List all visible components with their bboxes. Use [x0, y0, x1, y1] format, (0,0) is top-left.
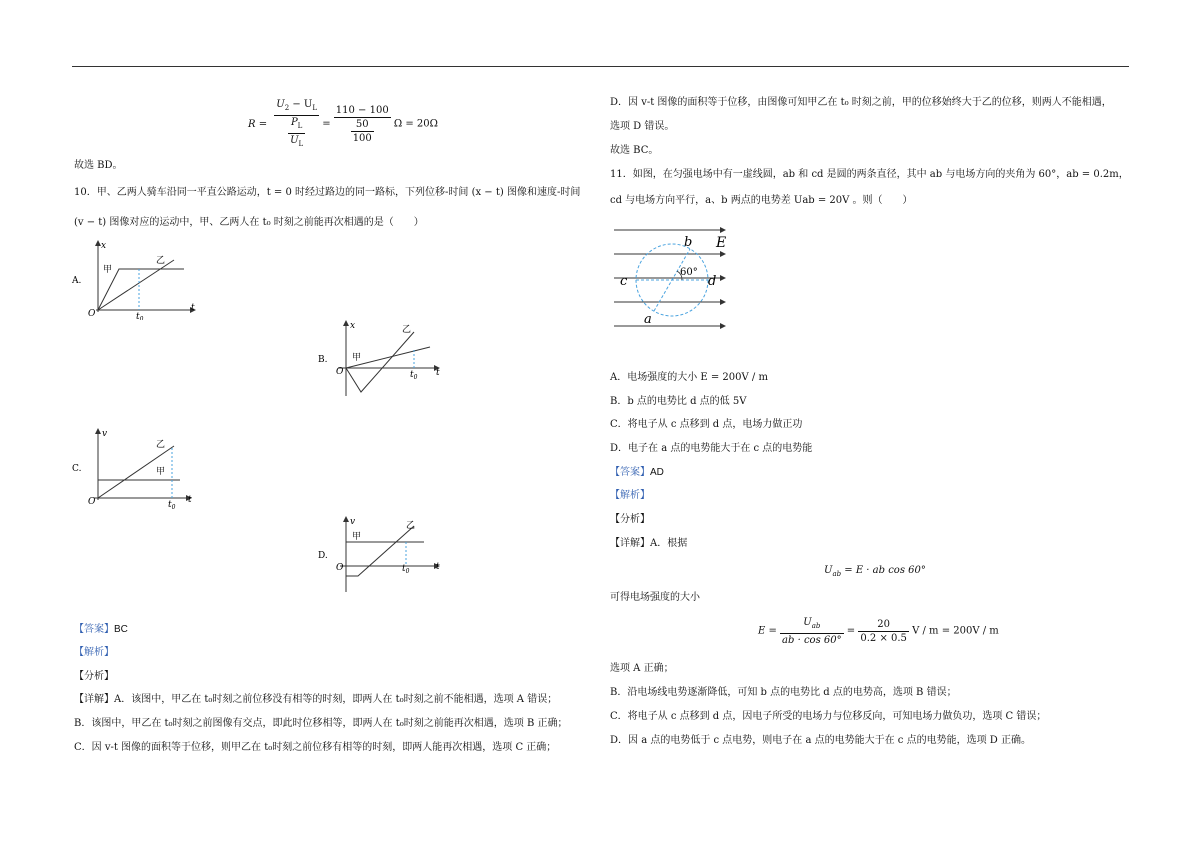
q11-opt-d: D．电子在 a 点的电势能大于在 c 点的电势能	[610, 443, 813, 454]
graph-a	[70, 238, 200, 320]
graph-c	[70, 424, 200, 512]
choice-9: 故选 BD。	[74, 160, 123, 171]
q10-line1: 10．甲、乙两人骑车沿同一平直公路运动，t = 0 时经过路边的同一路标，下列位移-时间 (x − t) 图像和速度-时间	[74, 187, 581, 198]
svg-text:乙: 乙	[156, 256, 166, 266]
detail-11-c: C．将电子从 c 点移到 d 点，因电子所受的电场力与位移反向，可知电场力做负功，选项 C 错误；	[610, 711, 1047, 722]
svg-text:x: x	[350, 321, 356, 331]
label-e: E	[716, 235, 727, 251]
svg-text:v: v	[102, 429, 108, 439]
svg-text:t0: $t_0$	[136, 312, 144, 320]
svg-text:O: O	[88, 497, 96, 507]
svg-text:甲: 甲	[352, 532, 362, 542]
q10-line2: (v − t) 图像对应的运动中，甲、乙两人在 t₀ 时刻之前能再次相遇的是（ ）	[74, 217, 424, 228]
field-figure	[610, 220, 740, 348]
answer-10: 【答案】BC	[74, 624, 128, 635]
detail-11-a: 【详解】A．根据	[610, 538, 688, 549]
formula-uab: $U_{ab} = E$ · ab cos 60°	[824, 565, 926, 578]
answer-11: 【答案】AD	[610, 467, 664, 478]
label-a: a	[644, 312, 652, 327]
svg-text:甲: 甲	[156, 467, 166, 477]
graph-d	[316, 512, 446, 596]
label-b: b	[684, 235, 693, 250]
keyou: 可得电场强度的大小	[610, 592, 700, 603]
detail-11-d: D．因 a 点的电势低于 c 点电势，则电子在 a 点的电势能大于在 c 点的电势能，选项 D 正确。	[610, 735, 1031, 746]
svg-text:O: O	[336, 563, 344, 573]
formula-e: E = $\frac{U_{ab}}{ab \cdot \cos 60^\circ}$ = $\frac{20}{0.2 \times 0.5}$ V / m = 200V / m	[758, 617, 999, 646]
choice-10: 故选 BC。	[610, 145, 659, 156]
svg-text:t: t	[191, 303, 195, 313]
opt-a-ok: 选项 A 正确；	[610, 663, 674, 674]
detail-10-d2: 选项 D 错误。	[610, 121, 675, 132]
analysis-11: 【解析】	[610, 490, 650, 501]
svg-text:乙: 乙	[406, 521, 416, 531]
detail-10-a: 【详解】A．该图中，甲乙在 t₀时刻之前位移没有相等的时刻，即两人在 t₀时刻之前不能相遇，选项 A 错误；	[74, 694, 558, 705]
q11-opt-b: B．b 点的电势比 d 点的低 5V	[610, 396, 747, 407]
svg-text:x: x	[101, 241, 107, 251]
line-jia	[98, 269, 184, 310]
svg-text:乙: 乙	[156, 440, 166, 450]
svg-text:t0: $t_0$	[168, 500, 176, 511]
svg-text:t: t	[436, 562, 440, 572]
fenxi-11: 【分析】	[610, 514, 650, 525]
label-d: d	[708, 274, 717, 289]
label-a: A.	[72, 276, 82, 286]
detail-10-d1: D．因 v-t 图像的面积等于位移，由图像可知甲乙在 t₀ 时刻之前，甲的位移始终大于乙的位移，则两人不能相遇，	[610, 97, 1112, 108]
svg-text:t: t	[188, 495, 192, 505]
svg-text:v: v	[350, 517, 356, 527]
detail-11-b: B．沿电场线电势逐渐降低，可知 b 点的电势比 d 点的电势高，选项 B 错误；	[610, 687, 957, 698]
q11-opt-c: C．将电子从 c 点移到 d 点，电场力做正功	[610, 419, 803, 430]
svg-text:D.: D.	[318, 551, 328, 561]
svg-text:O: O	[336, 367, 344, 377]
svg-text:B.: B.	[318, 355, 328, 365]
graph-b	[316, 316, 446, 400]
label-c: c	[620, 274, 628, 289]
q11-line2: cd 与电场方向平行，a、b 两点的电势差 Uab = 20V 。则（ ）	[610, 195, 913, 206]
svg-text:t: t	[436, 368, 440, 378]
svg-text:O: O	[88, 309, 96, 319]
label-angle: 60°	[680, 267, 698, 278]
svg-text:甲: 甲	[352, 353, 362, 363]
formula-r: R = $\frac{U_2 - U_L}{\frac{P_L}{U_L}}$ = $\frac{110 - 100}{\frac{50}{100}}$ Ω = 20Ω	[248, 99, 438, 148]
svg-text:甲: 甲	[103, 265, 113, 275]
q11-line1: 11．如图，在匀强电场中有一虚线圆，ab 和 cd 是圆的两条直径，其中 ab 与电场方向的夹角为 60°，ab = 0.2m，	[610, 169, 1129, 180]
detail-10-c: C．因 v-t 图像的面积等于位移，则甲乙在 t₀时刻之前位移有相等的时刻，即两人能再次相遇，选项 C 正确；	[74, 742, 557, 753]
q11-opt-a: A．电场强度的大小 E = 200V / m	[610, 372, 768, 383]
header-rule	[72, 66, 1129, 67]
detail-10-b: B．该图中，甲乙在 t₀时刻之前图像有交点，即此时位移相等，即两人在 t₀时刻之前能再次相遇，选项 B 正确；	[74, 718, 568, 729]
svg-text:C.: C.	[72, 464, 82, 474]
fenxi-10: 【分析】	[74, 671, 114, 682]
svg-text:t0: $t_0$	[402, 564, 410, 575]
svg-text:t0: $t_0$	[410, 370, 418, 381]
svg-text:乙: 乙	[402, 325, 412, 335]
analysis-10: 【解析】	[74, 647, 114, 658]
